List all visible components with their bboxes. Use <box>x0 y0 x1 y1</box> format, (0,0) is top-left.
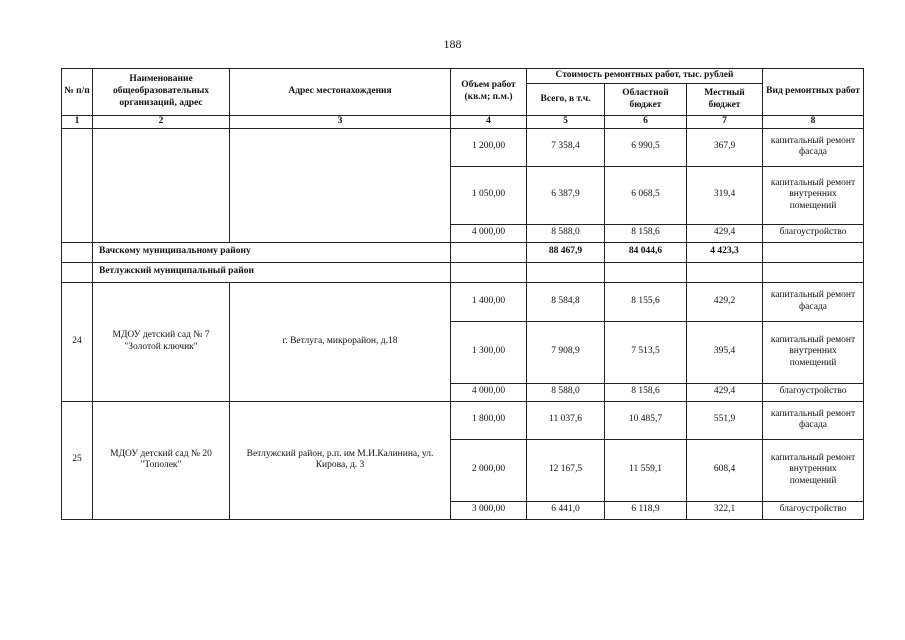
cell-num <box>62 262 93 282</box>
cell-regional: 7 513,5 <box>605 321 687 383</box>
cell-address <box>230 128 451 242</box>
column-number: 8 <box>763 116 864 129</box>
cell-work-type: благоустройство <box>763 383 864 401</box>
subtotal-label: Вачскому муниципальному району <box>93 242 451 262</box>
cell-volume <box>451 242 527 262</box>
cell-regional: 8 155,6 <box>605 282 687 321</box>
cell-volume: 2 000,00 <box>451 439 527 501</box>
cell-regional: 11 559,1 <box>605 439 687 501</box>
cell-address: Ветлужский район, р.п. им М.И.Калинина, ул. Кирова, д. 3 <box>230 401 451 519</box>
cell-local: 429,4 <box>687 224 763 242</box>
cell-local: 319,4 <box>687 166 763 224</box>
cell-local: 429,4 <box>687 383 763 401</box>
header-total: Всего, в т.ч. <box>527 84 605 116</box>
cell-work-type: капитальный ремонт внутренних помещений <box>763 321 864 383</box>
cell-total: 6 441,0 <box>527 501 605 519</box>
cell-local: 551,9 <box>687 401 763 439</box>
cell-regional: 6 990,5 <box>605 128 687 166</box>
cell-work-type: благоустройство <box>763 224 864 242</box>
table-row <box>62 128 864 166</box>
subtotal-local: 4 423,3 <box>687 242 763 262</box>
cell-name <box>93 128 230 242</box>
cell-regional <box>605 262 687 282</box>
cell-total: 7 358,4 <box>527 128 605 166</box>
district-row <box>62 262 864 282</box>
cell-local: 322,1 <box>687 501 763 519</box>
header-regional: Областной бюджет <box>605 84 687 116</box>
cell-total: 8 584,8 <box>527 282 605 321</box>
cell-total: 8 588,0 <box>527 383 605 401</box>
cell-local <box>687 262 763 282</box>
cell-local: 395,4 <box>687 321 763 383</box>
column-number: 2 <box>93 116 230 129</box>
cell-total <box>527 262 605 282</box>
cell-num: 24 <box>62 282 93 401</box>
column-number: 3 <box>230 116 451 129</box>
subtotal-total: 88 467,9 <box>527 242 605 262</box>
cell-volume: 4 000,00 <box>451 224 527 242</box>
header-cost-group: Стоимость ремонтных работ, тыс. рублей <box>527 69 763 84</box>
cell-total: 11 037,6 <box>527 401 605 439</box>
cell-local: 429,2 <box>687 282 763 321</box>
cell-volume: 1 300,00 <box>451 321 527 383</box>
cell-volume: 1 050,00 <box>451 166 527 224</box>
header-num: № п/п <box>62 69 93 116</box>
cell-work-type <box>763 262 864 282</box>
cell-regional: 8 158,6 <box>605 224 687 242</box>
repair-cost-table <box>61 68 864 520</box>
cell-local: 608,4 <box>687 439 763 501</box>
column-number-row <box>62 116 864 129</box>
cell-total: 6 387,9 <box>527 166 605 224</box>
cell-work-type: благоустройство <box>763 501 864 519</box>
column-number: 6 <box>605 116 687 129</box>
table-row <box>62 282 864 321</box>
cell-work-type: капитальный ремонт фасада <box>763 128 864 166</box>
table-row <box>62 401 864 439</box>
cell-num: 25 <box>62 401 93 519</box>
subtotal-row <box>62 242 864 262</box>
cell-volume: 1 400,00 <box>451 282 527 321</box>
district-label: Ветлужский муниципальный район <box>93 262 451 282</box>
cell-work-type <box>763 242 864 262</box>
header-name: Наименование общеобразовательных организаций, адрес <box>93 69 230 116</box>
cell-total: 12 167,5 <box>527 439 605 501</box>
cell-total: 8 588,0 <box>527 224 605 242</box>
cell-address: г. Ветлуга, микрорайон, д.18 <box>230 282 451 401</box>
cell-volume: 3 000,00 <box>451 501 527 519</box>
cell-work-type: капитальный ремонт фасада <box>763 282 864 321</box>
cell-volume <box>451 262 527 282</box>
cell-num <box>62 128 93 242</box>
header-local: Местный бюджет <box>687 84 763 116</box>
header-volume: Объем работ (кв.м; п.м.) <box>451 69 527 116</box>
column-number: 4 <box>451 116 527 129</box>
cell-work-type: капитальный ремонт внутренних помещений <box>763 166 864 224</box>
cell-regional: 10 485,7 <box>605 401 687 439</box>
cell-regional: 6 068,5 <box>605 166 687 224</box>
cell-name: МДОУ детский сад № 7 "Золотой ключик" <box>93 282 230 401</box>
cell-volume: 1 200,00 <box>451 128 527 166</box>
cell-name: МДОУ детский сад № 20 "Тополек" <box>93 401 230 519</box>
column-number: 5 <box>527 116 605 129</box>
cell-volume: 1 800,00 <box>451 401 527 439</box>
header-address: Адрес местонахождения <box>230 69 451 116</box>
cell-regional: 6 118,9 <box>605 501 687 519</box>
cell-volume: 4 000,00 <box>451 383 527 401</box>
cell-work-type: капитальный ремонт внутренних помещений <box>763 439 864 501</box>
cell-local: 367,9 <box>687 128 763 166</box>
column-number: 1 <box>62 116 93 129</box>
column-number: 7 <box>687 116 763 129</box>
subtotal-regional: 84 044,6 <box>605 242 687 262</box>
cell-total: 7 908,9 <box>527 321 605 383</box>
cell-work-type: капитальный ремонт фасада <box>763 401 864 439</box>
page-number: 188 <box>443 37 462 51</box>
header-work-type: Вид ремонтных работ <box>763 69 864 116</box>
cell-regional: 8 158,6 <box>605 383 687 401</box>
cell-num <box>62 242 93 262</box>
